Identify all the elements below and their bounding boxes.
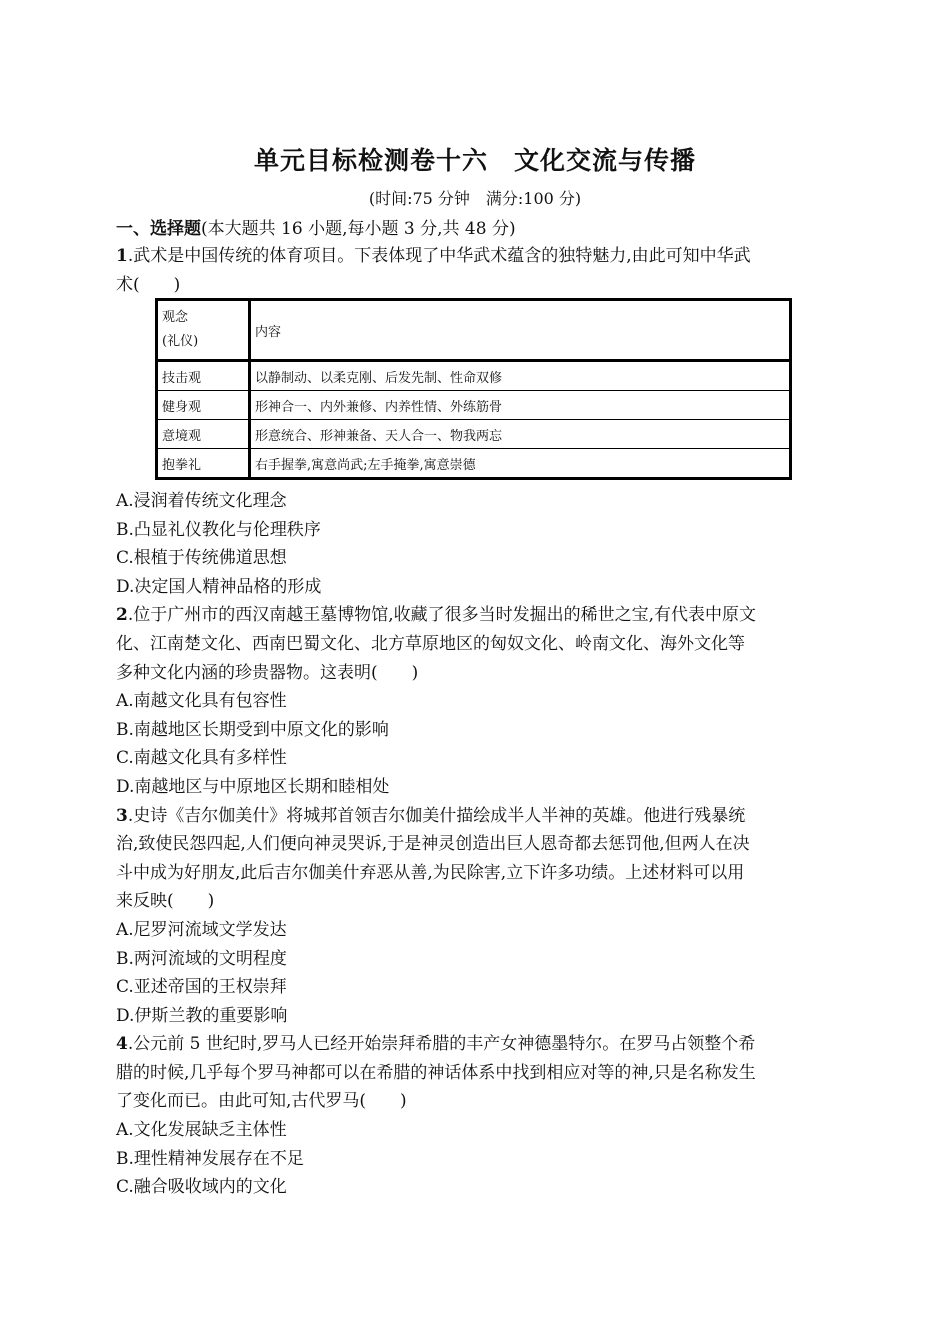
table-row bbox=[157, 449, 791, 479]
row-concept: 抱拳礼 bbox=[157, 449, 250, 479]
option-d: D.决定国人精神品格的形成 bbox=[116, 576, 322, 597]
question-number: 2 bbox=[116, 605, 128, 626]
question-stem: 武术是中国传统的体育项目。下表体现了中华武术蕴含的独特魅力,由此可知中华武 bbox=[133, 246, 751, 266]
question-stem: 多种文化内涵的珍贵器物。这表明( ) bbox=[116, 662, 419, 683]
question-stem: 化、江南楚文化、西南巴蜀文化、北方草原地区的匈奴文化、岭南文化、海外文化等 bbox=[116, 633, 745, 654]
question-stem: 来反映( ) bbox=[116, 891, 215, 912]
row-concept: 技击观 bbox=[157, 361, 250, 391]
question-stem: 治,致使民怨四起,人们便向神灵哭诉,于是神灵创造出巨人恩奇都去惩罚他,但两人在决 bbox=[116, 834, 750, 855]
question-4: 4.公元前 5 世纪时,罗马人已经开始崇拜希腊的丰产女神德墨特尔。在罗马占领整个希 bbox=[116, 1034, 756, 1055]
question-number: 3 bbox=[116, 805, 128, 826]
question-1: 1.武术是中国传统的体育项目。下表体现了中华武术蕴含的独特魅力,由此可知中华武 术( ) bbox=[116, 242, 836, 299]
option-b: B.两河流域的文明程度 bbox=[116, 948, 287, 969]
section-title: 一、选择题 bbox=[116, 219, 201, 239]
table-row bbox=[157, 361, 791, 391]
question-2: 2.位于广州市的西汉南越王墓博物馆,收藏了很多当时发掘出的稀世之宝,有代表中原文 bbox=[116, 605, 757, 626]
questions-body bbox=[116, 487, 836, 1202]
question-stem: 术( ) bbox=[116, 274, 181, 295]
option-c: C.根植于传统佛道思想 bbox=[116, 548, 287, 569]
option-d: D.南越地区与中原地区长期和睦相处 bbox=[116, 776, 390, 797]
option-c: C.亚述帝国的王权崇拜 bbox=[116, 977, 287, 998]
question-stem: 腊的时候,几乎每个罗马神都可以在希腊的神话体系中找到相应对等的神,只是名称发生 bbox=[116, 1062, 756, 1083]
question-stem: 了变化而已。由此可知,古代罗马( ) bbox=[116, 1091, 407, 1112]
option-b: B.凸显礼仪教化与伦理秩序 bbox=[116, 519, 321, 540]
table-row bbox=[157, 391, 791, 420]
exam-info: (时间:75 分钟 满分:100 分) bbox=[368, 189, 582, 208]
option-a: A.浸润着传统文化理念 bbox=[116, 491, 287, 511]
section-heading bbox=[116, 214, 516, 239]
question-3: 3.史诗《吉尔伽美什》将城邦首领吉尔伽美什描绘成半人半神的英雄。他进行残暴统 bbox=[116, 805, 746, 826]
option-d: D.伊斯兰教的重要影响 bbox=[116, 1005, 288, 1026]
question-stem: 位于广州市的西汉南越王墓博物馆,收藏了很多当时发掘出的稀世之宝,有代表中原文 bbox=[133, 605, 757, 626]
question-stem: 斗中成为好朋友,此后吉尔伽美什弃恶从善,为民除害,立下许多功绩。上述材料可以用 bbox=[116, 862, 745, 883]
option-a: A.文化发展缺乏主体性 bbox=[116, 1120, 287, 1141]
option-b: B.南越地区长期受到中原文化的影响 bbox=[116, 719, 389, 740]
row-content: 形意统合、形神兼备、天人合一、物我两忘 bbox=[250, 420, 791, 449]
option-b: B.理性精神发展存在不足 bbox=[116, 1148, 304, 1169]
option-a: A.南越文化具有包容性 bbox=[116, 691, 287, 712]
question-number: 1 bbox=[116, 246, 128, 266]
option-a: A.尼罗河流域文学发达 bbox=[116, 919, 287, 940]
option-c: C.南越文化具有多样性 bbox=[116, 748, 287, 769]
header-content: 内容 bbox=[250, 300, 791, 361]
section-description: (本大题共 16 小题,每小题 3 分,共 48 分) bbox=[201, 219, 516, 239]
option-c: C.融合吸收域内的文化 bbox=[116, 1177, 287, 1198]
row-concept: 健身观 bbox=[157, 391, 250, 420]
table-header-row bbox=[157, 300, 791, 361]
question-number: 4 bbox=[116, 1034, 128, 1055]
question-stem: 公元前 5 世纪时,罗马人已经开始崇拜希腊的丰产女神德墨特尔。在罗马占领整个希 bbox=[133, 1034, 756, 1055]
header-concept: 观念 (礼仪) bbox=[157, 300, 250, 361]
row-content: 形神合一、内外兼修、内养性情、外练筋骨 bbox=[250, 391, 791, 420]
page-title: 单元目标检测卷十六 文化交流与传播 bbox=[253, 146, 696, 175]
row-content: 以静制动、以柔克刚、后发先制、性命双修 bbox=[250, 361, 791, 391]
table-row bbox=[157, 420, 791, 449]
row-concept: 意境观 bbox=[157, 420, 250, 449]
row-content: 右手握拳,寓意尚武;左手掩拳,寓意崇德 bbox=[250, 449, 791, 479]
martial-arts-table bbox=[155, 298, 792, 480]
question-stem: 史诗《吉尔伽美什》将城邦首领吉尔伽美什描绘成半人半神的英雄。他进行残暴统 bbox=[133, 805, 746, 826]
